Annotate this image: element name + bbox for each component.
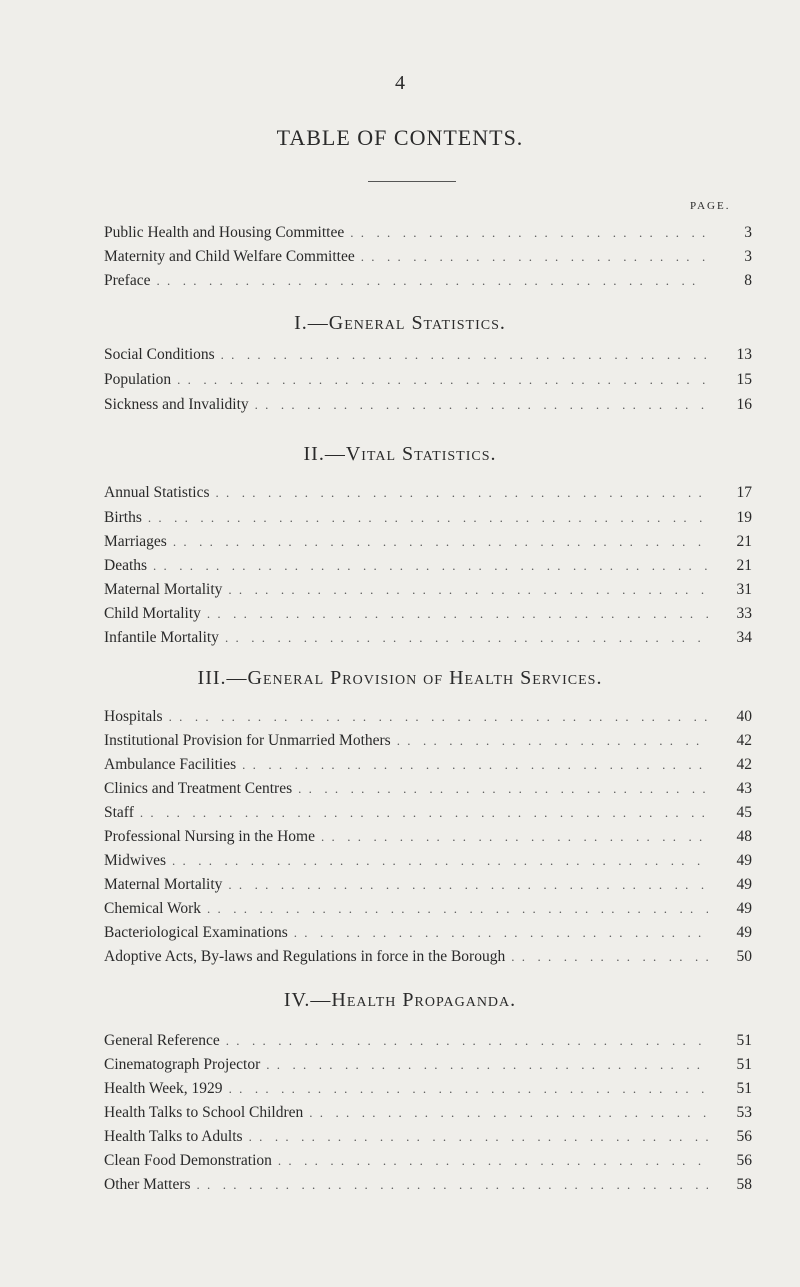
toc-entry-page: 58 [736, 1176, 752, 1193]
toc-entry[interactable] [104, 754, 752, 776]
toc-entry[interactable] [104, 603, 752, 625]
toc-entry[interactable] [104, 922, 752, 944]
toc-entry[interactable] [104, 850, 752, 872]
toc-entry-page: 49 [736, 900, 752, 917]
toc-entry-page: 40 [736, 708, 752, 725]
toc-entry[interactable] [104, 507, 752, 529]
toc-entry[interactable] [104, 898, 752, 920]
toc-entry-label: Maternal Mortality [104, 876, 223, 893]
dot-leader [294, 922, 708, 944]
toc-entry-label: Institutional Provision for Unmarried Mothers [104, 732, 391, 749]
toc-entry[interactable] [104, 1150, 752, 1172]
toc-entry[interactable] [104, 222, 752, 244]
section-number: III.— [197, 667, 248, 689]
toc-entry-page: 21 [736, 557, 752, 574]
toc-entry-label: Annual Statistics [104, 484, 210, 501]
toc-entry-page: 17 [736, 484, 752, 501]
dot-leader [215, 482, 708, 504]
dot-leader [169, 706, 708, 728]
toc-entry[interactable] [104, 270, 752, 292]
toc-entry-label: Midwives [104, 852, 166, 869]
section-title: Health Propaganda. [331, 989, 517, 1011]
toc-entry-page: 43 [736, 780, 752, 797]
toc-entry-label: Deaths [104, 557, 148, 574]
section-heading-general-provision [0, 667, 800, 690]
dot-leader [361, 246, 708, 268]
toc-entry-page: 42 [736, 732, 752, 749]
title-divider [368, 181, 456, 182]
toc-entry-label: Births [104, 509, 142, 526]
toc-entry-page: 33 [736, 605, 752, 622]
toc-entry[interactable] [104, 394, 752, 416]
section-title: General Provision of Health Services. [247, 667, 603, 689]
dot-leader [172, 850, 708, 872]
section-heading-health-propaganda [0, 989, 800, 1012]
toc-entry-label: General Reference [104, 1032, 220, 1049]
toc-entry[interactable] [104, 730, 752, 752]
toc-entry[interactable] [104, 1030, 752, 1052]
toc-entry-page: 53 [736, 1104, 752, 1121]
section-number: IV.— [283, 989, 332, 1011]
dot-leader [177, 369, 708, 391]
toc-entry-page: 16 [736, 396, 752, 413]
toc-entry-label: Clean Food Demonstration [104, 1152, 272, 1169]
toc-entry-label: Staff [104, 804, 134, 821]
dot-leader [207, 603, 708, 625]
toc-entry[interactable] [104, 826, 752, 848]
toc-entry-page: 13 [736, 346, 752, 363]
dot-leader [153, 555, 708, 577]
section-heading-general-statistics [0, 312, 800, 335]
toc-entry-page: 50 [736, 948, 752, 965]
toc-entry-page: 3 [744, 224, 752, 241]
toc-entry-label: Clinics and Treatment Centres [104, 780, 293, 797]
dot-leader [207, 898, 708, 920]
dot-leader [197, 1174, 708, 1196]
dot-leader [156, 270, 708, 292]
toc-entry-page: 49 [736, 852, 752, 869]
toc-entry-page: 19 [736, 509, 752, 526]
toc-entry[interactable] [104, 1102, 752, 1124]
toc-entry-label: Chemical Work [104, 900, 202, 917]
toc-entry[interactable] [104, 874, 752, 896]
toc-entry-page: 56 [736, 1128, 752, 1145]
toc-entry[interactable] [104, 1126, 752, 1148]
toc-entry[interactable] [104, 1174, 752, 1196]
toc-entry-page: 48 [736, 828, 752, 845]
toc-entry[interactable] [104, 579, 752, 601]
toc-entry-page: 3 [744, 248, 752, 265]
toc-entry-page: 21 [736, 533, 752, 550]
dot-leader [298, 778, 708, 800]
toc-entry-page: 34 [736, 629, 752, 646]
dot-leader [173, 531, 708, 553]
toc-entry-label: Maternity and Child Welfare Committee [104, 248, 355, 265]
dot-leader [229, 1078, 708, 1100]
dot-leader [321, 826, 708, 848]
toc-entry[interactable] [104, 482, 752, 504]
toc-entry-page: 42 [736, 756, 752, 773]
toc-entry[interactable] [104, 1078, 752, 1100]
toc-entry-page: 51 [736, 1032, 752, 1049]
toc-entry-label: Health Talks to School Children [104, 1104, 304, 1121]
toc-entry-label: Adoptive Acts, By-laws and Regulations in force in the Borough [104, 948, 506, 965]
dot-leader [221, 344, 708, 366]
toc-entry[interactable] [104, 778, 752, 800]
dot-leader [350, 222, 708, 244]
toc-entry[interactable] [104, 1054, 752, 1076]
toc-entry-label: Sickness and Invalidity [104, 396, 249, 413]
dot-leader [228, 874, 708, 896]
dot-leader [225, 627, 708, 649]
toc-entry-page: 56 [736, 1152, 752, 1169]
toc-entry-page: 31 [736, 581, 752, 598]
toc-entry-label: Social Conditions [104, 346, 215, 363]
toc-entry-label: Bacteriological Examinations [104, 924, 288, 941]
toc-entry[interactable] [104, 627, 752, 649]
dot-leader [278, 1150, 708, 1172]
toc-entry-label: Population [104, 371, 172, 388]
toc-entry-page: 15 [736, 371, 752, 388]
toc-entry-page: 49 [736, 876, 752, 893]
toc-entry-label: Hospitals [104, 708, 163, 725]
dot-leader [309, 1102, 708, 1124]
dot-leader [266, 1054, 708, 1076]
toc-entry[interactable] [104, 706, 752, 728]
toc-entry[interactable] [104, 946, 752, 968]
toc-entry-page: 45 [736, 804, 752, 821]
section-number: II.— [303, 443, 346, 465]
section-title: Vital Statistics. [345, 443, 497, 465]
toc-entry-label: Health Talks to Adults [104, 1128, 243, 1145]
toc-entry-label: Other Matters [104, 1176, 191, 1193]
dot-leader [148, 507, 708, 529]
dot-leader [242, 754, 708, 776]
toc-entry-page: 51 [736, 1080, 752, 1097]
toc-entry-label: Child Mortality [104, 605, 201, 622]
toc-entry-label: Preface [104, 272, 151, 289]
dot-leader [140, 802, 708, 824]
toc-entry-label: Health Week, 1929 [104, 1080, 223, 1097]
dot-leader [511, 946, 708, 968]
toc-entry[interactable] [104, 369, 752, 391]
toc-entry-page: 51 [736, 1056, 752, 1073]
toc-entry-page: 49 [736, 924, 752, 941]
section-number: I.— [294, 312, 329, 334]
toc-entry-label: Cinematograph Projector [104, 1056, 261, 1073]
toc-entry-label: Public Health and Housing Committee [104, 224, 345, 241]
toc-entry[interactable] [104, 555, 752, 577]
toc-entry[interactable] [104, 246, 752, 268]
toc-entry[interactable] [104, 802, 752, 824]
page-title: TABLE OF CONTENTS. [276, 125, 524, 150]
section-heading-vital-statistics [0, 443, 800, 466]
dot-leader [397, 730, 708, 752]
dot-leader [226, 1030, 708, 1052]
dot-leader [249, 1126, 708, 1148]
toc-entry-label: Marriages [104, 533, 167, 550]
toc-entry[interactable] [104, 344, 752, 366]
toc-entry-label: Maternal Mortality [104, 581, 223, 598]
dot-leader [228, 579, 708, 601]
section-title: General Statistics. [328, 312, 506, 334]
page-number: 4 [395, 72, 405, 94]
toc-entry[interactable] [104, 531, 752, 553]
toc-entry-label: Ambulance Facilities [104, 756, 237, 773]
page-column-heading: PAGE. [690, 200, 731, 212]
toc-entry-page: 8 [744, 272, 752, 289]
dot-leader [255, 394, 708, 416]
toc-entry-label: Professional Nursing in the Home [104, 828, 315, 845]
toc-entry-label: Infantile Mortality [104, 629, 219, 646]
